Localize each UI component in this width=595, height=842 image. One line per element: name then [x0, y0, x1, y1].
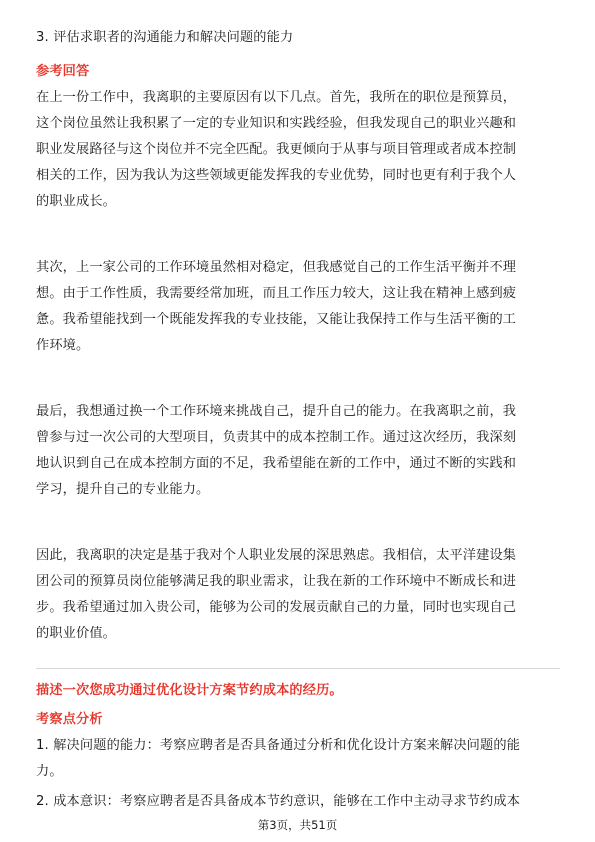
paragraph-line: 学习，提升自己的专业能力。	[36, 482, 210, 497]
paragraph-line: 最后，我想通过换一个工作环境来挑战自己，提升自己的能力。在我离职之前，我	[36, 404, 517, 419]
point-line: 2. 成本意识：考察应聘者是否具备成本节约意识，能够在工作中主动寻求节约成本	[36, 794, 521, 809]
paragraph-line: 步。我希望通过加入贵公司，能够为公司的发展贡献自己的力量，同时也实现自己	[36, 600, 517, 615]
paragraph-line: 地认识到自己在成本控制方面的不足，我希望能在新的工作中，通过不断的实践和	[36, 456, 517, 471]
paragraph-line: 的职业价值。	[36, 626, 117, 641]
paragraph-line: 相关的工作，因为我认为这些领域更能发挥我的专业优势，同时也更有利于我个人	[36, 168, 517, 183]
paragraph-line: 作环境。	[36, 338, 90, 353]
paragraph-line: 的职业成长。	[36, 194, 117, 209]
paragraph-line: 惫。我希望能找到一个既能发挥我的专业技能，又能让我保持工作与生活平衡的工	[36, 312, 517, 327]
paragraph-line: 想。由于工作性质，我需要经常加班，而且工作压力较大，这让我在精神上感到疲	[36, 286, 517, 301]
paragraph-line: 因此，我离职的决定是基于我对个人职业发展的深思熟虑。我相信，太平洋建设集	[36, 548, 517, 563]
paragraph-line: 这个岗位虽然让我积累了一定的专业知识和实践经验，但我发现自己的职业兴趣和	[36, 116, 517, 131]
question-heading: 描述一次您成功通过优化设计方案节约成本的经历。	[36, 683, 343, 698]
paragraph-line: 在上一份工作中，我离职的主要原因有以下几点。首先，我所在的职位是预算员，	[36, 90, 517, 105]
paragraph-line: 曾参与过一次公司的大型项目，负责其中的成本控制工作。通过这次经历，我深刻	[36, 430, 517, 445]
analysis-label: 考察点分析	[36, 712, 103, 727]
question-heading: 3. 评估求职者的沟通能力和解决问题的能力	[36, 30, 294, 45]
paragraph-line: 其次，上一家公司的工作环境虽然相对稳定，但我感觉自己的工作生活平衡并不理	[36, 260, 517, 275]
answer-label: 参考回答	[36, 64, 90, 79]
point-line: 力。	[36, 764, 63, 779]
paragraph-line: 团公司的预算员岗位能够满足我的职业需求，让我在新的工作环境中不断成长和进	[36, 574, 517, 589]
section-divider	[36, 668, 560, 669]
point-line: 1. 解决问题的能力：考察应聘者是否具备通过分析和优化设计方案来解决问题的能	[36, 738, 521, 753]
page-number: 第3页，共51页	[257, 818, 338, 832]
paragraph-line: 职业发展路径与这个岗位并不完全匹配。我更倾向于从事与项目管理或者成本控制	[36, 142, 517, 157]
